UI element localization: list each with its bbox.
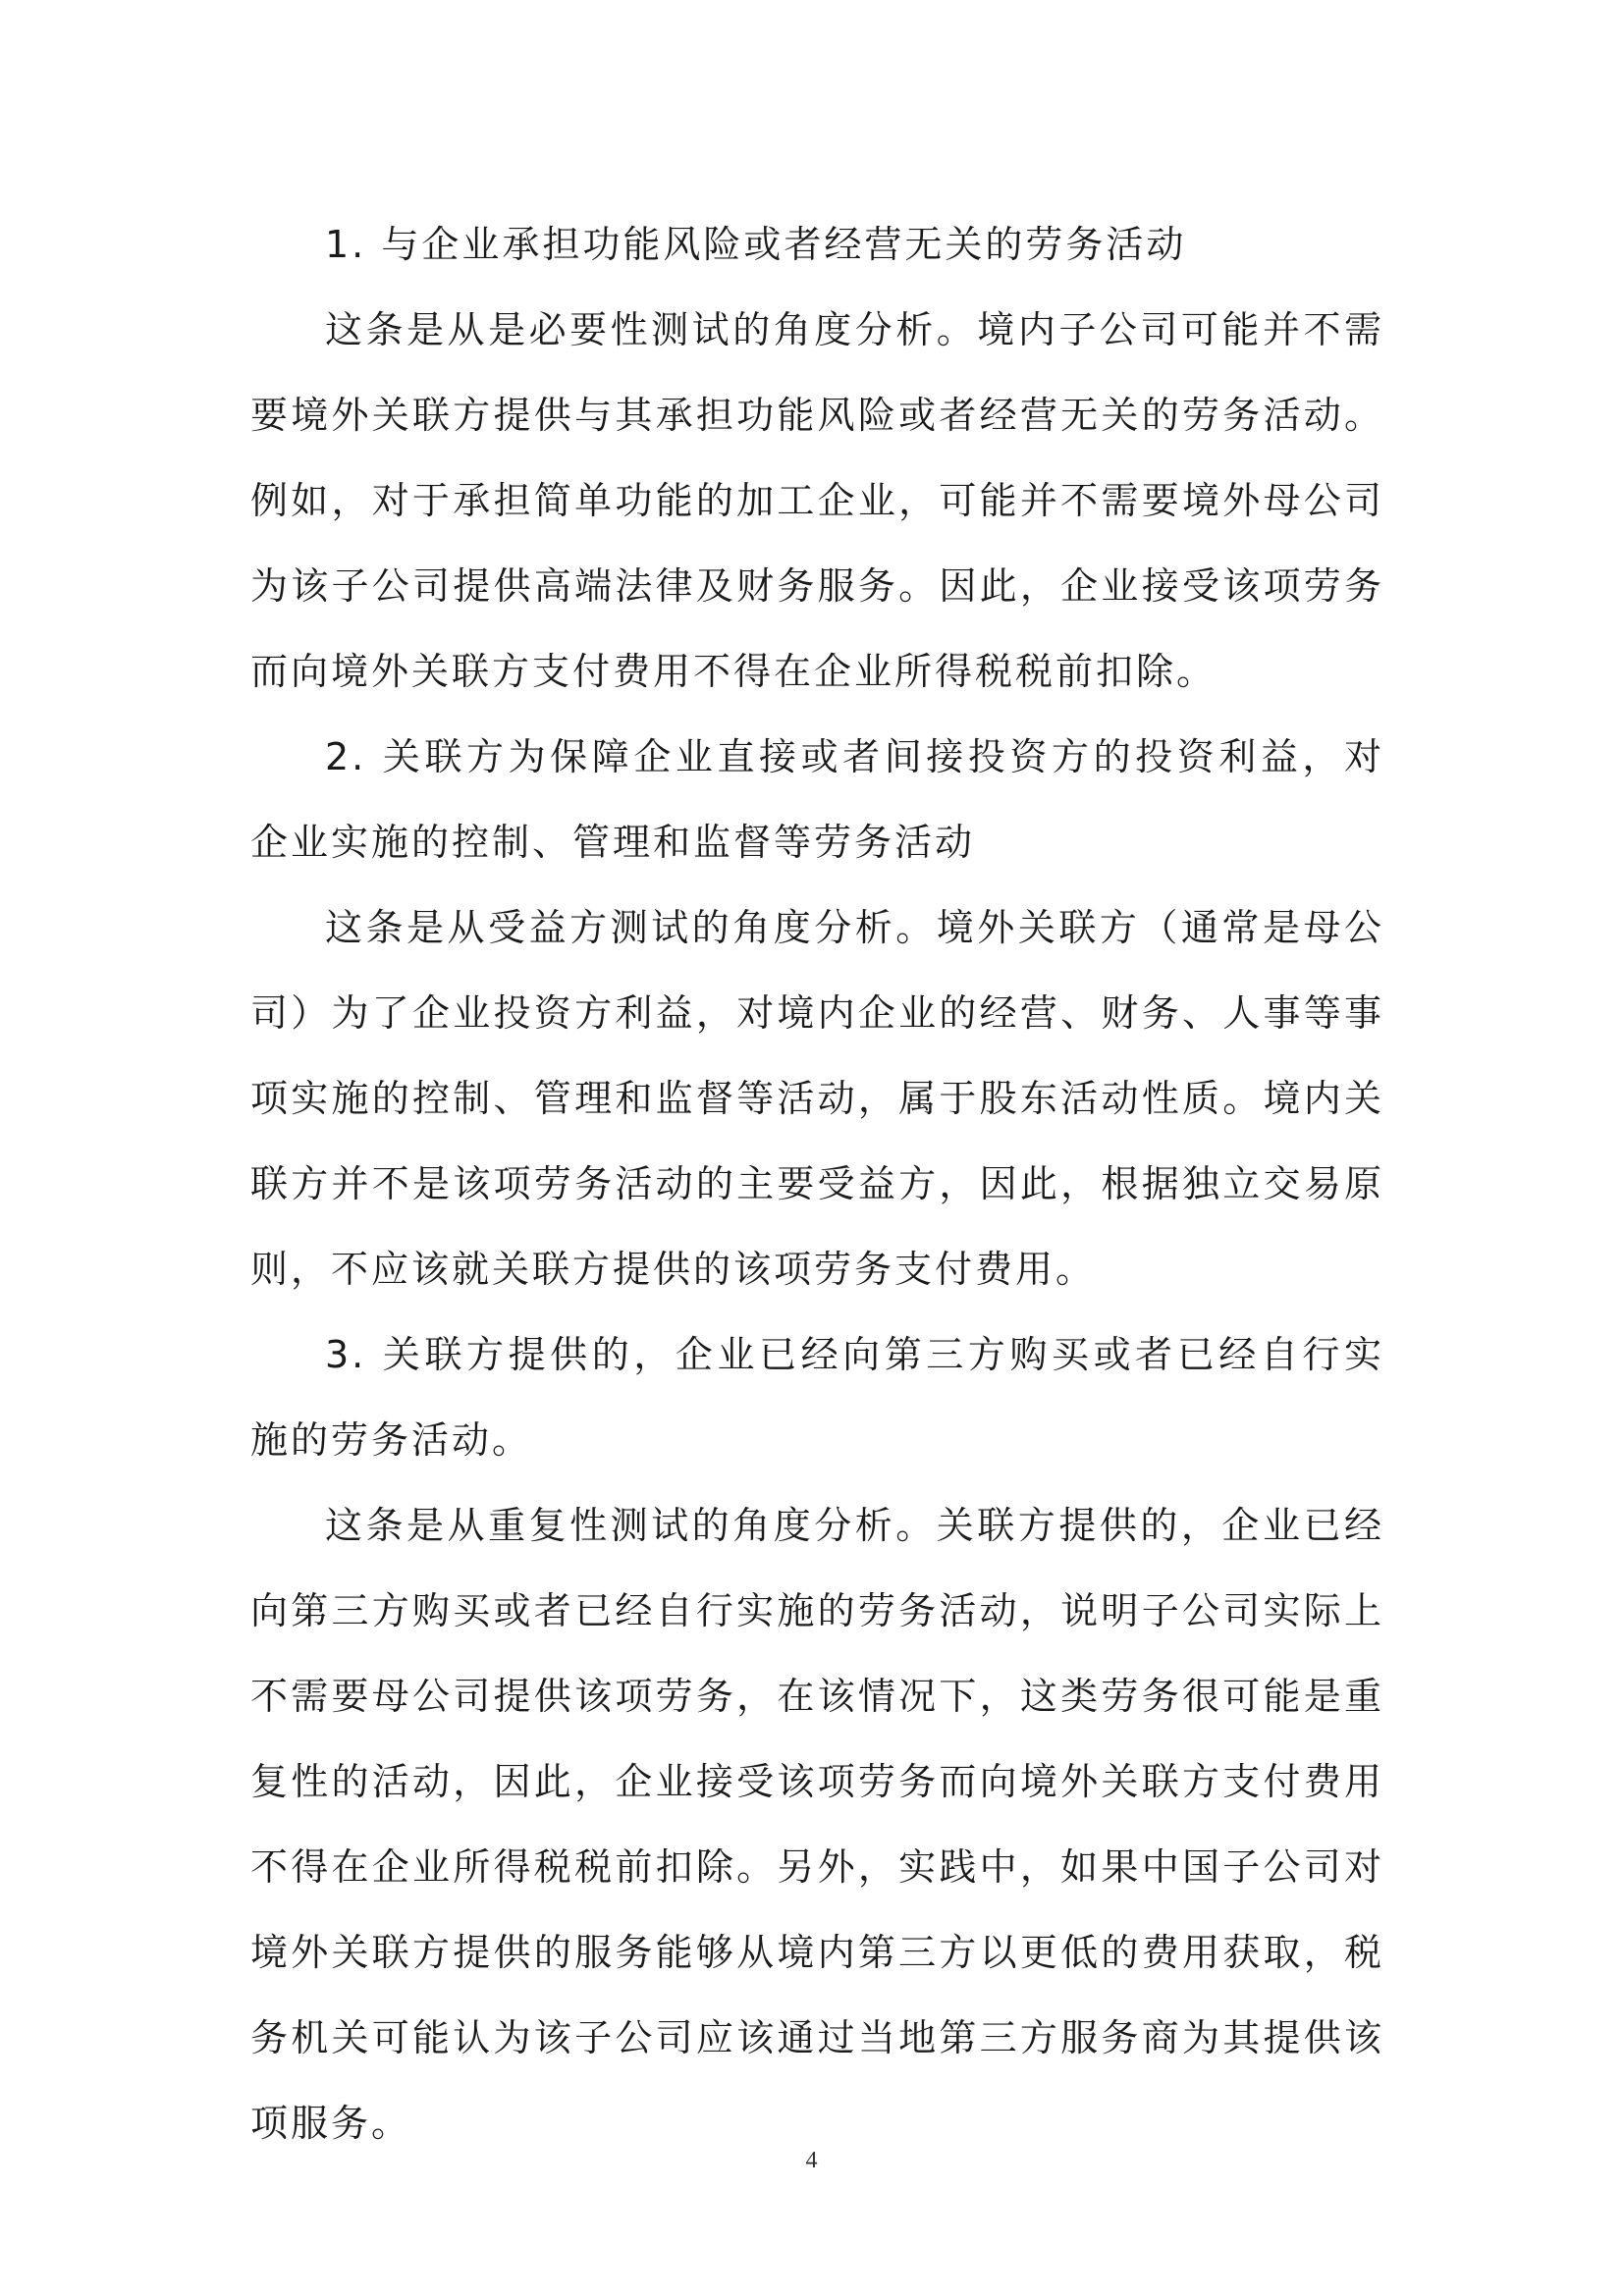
page-number: 4 <box>805 2148 818 2173</box>
body-paragraph-2: 这条是从受益方测试的角度分析。境外关联方（通常是母公司）为了企业投资方利益，对境内企业的经营、财务、人事等事项实施的控制、管理和监督等活动，属于股东活动性质。境内关联方并不是该项劳务活动的主要受益方，因此，根据独立交易原则，不应该就关联方提供的该项劳务支付费用。 <box>250 906 1384 1291</box>
section-heading-1: 1. 与企业承担功能风险或者经营无关的劳务活动 <box>325 223 1187 266</box>
section-heading-2: 2. 关联方为保障企业直接或者间接投资方的投资利益，对企业实施的控制、管理和监督等劳务活动 <box>250 735 1384 864</box>
document-body <box>250 202 1384 2166</box>
body-paragraph-3: 这条是从重复性测试的角度分析。关联方提供的，企业已经向第三方购买或者已经自行实施的劳务活动，说明子公司实际上不需要母公司提供该项劳务，在该情况下，这类劳务很可能是重复性的活动，因此，企业接受该项劳务而向境外关联方支付费用不得在企业所得税税前扣除。另外，实践中，如果中国子公司对境外关联方提供的服务能够从境内第三方以更低的费用获取，税务机关可能认为该子公司应该通过当地第三方服务商为其提供该项服务。 <box>250 1504 1384 2145</box>
section-heading-3: 3. 关联方提供的，企业已经向第三方购买或者已经自行实施的劳务活动。 <box>250 1333 1384 1462</box>
body-paragraph-1: 这条是从是必要性测试的角度分析。境内子公司可能并不需要境外关联方提供与其承担功能风险或者经营无关的劳务活动。例如，对于承担简单功能的加工企业，可能并不需要境外母公司为该子公司提供高端法律及财务服务。因此，企业接受该项劳务而向境外关联方支付费用不得在企业所得税税前扣除。 <box>250 308 1384 693</box>
